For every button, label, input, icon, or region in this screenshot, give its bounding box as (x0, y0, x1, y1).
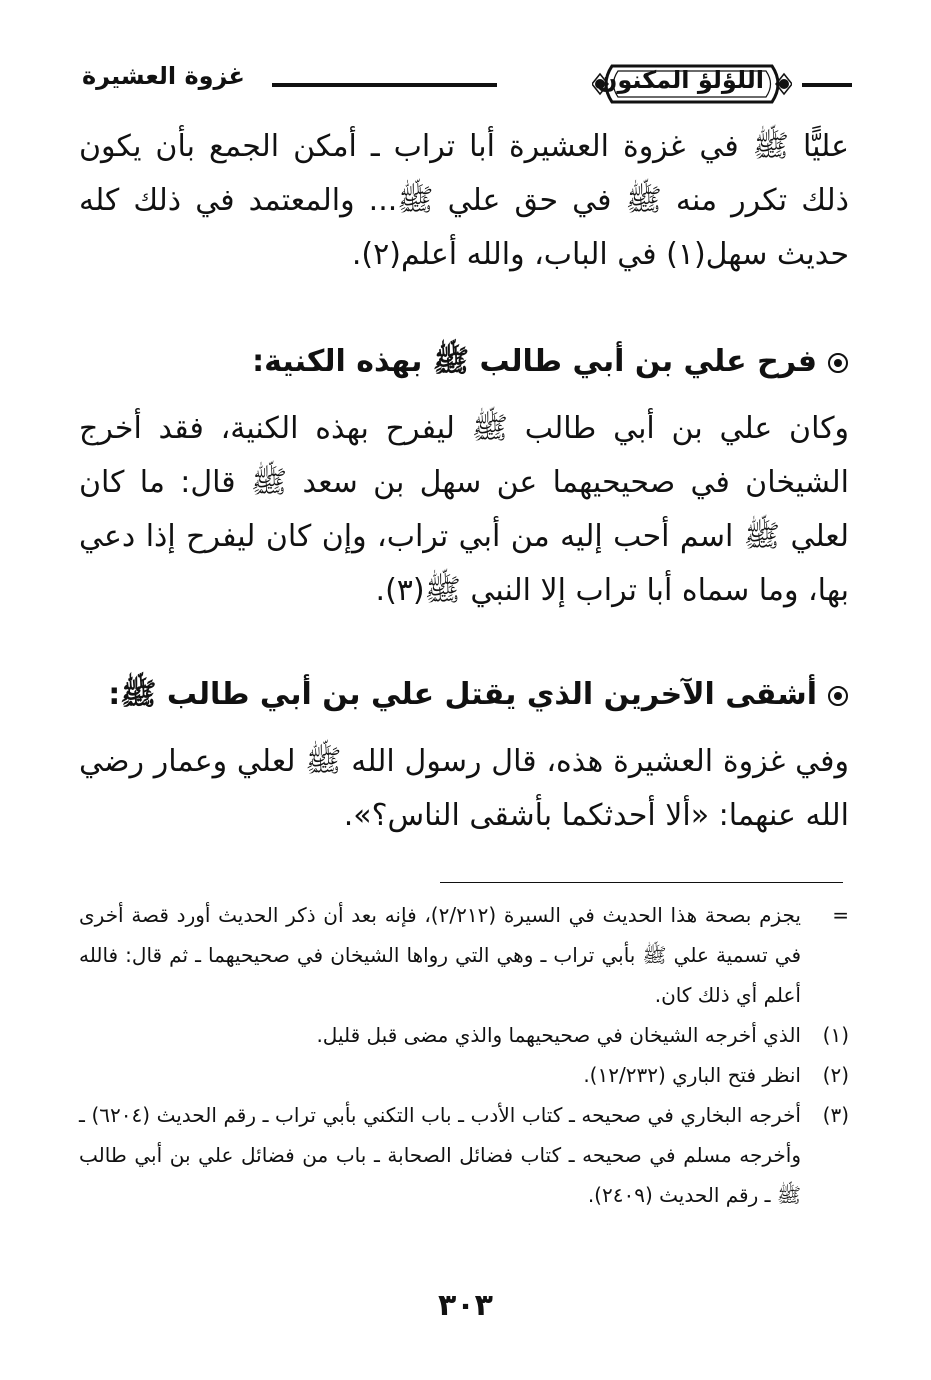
running-header (82, 58, 852, 114)
paragraph-3: وفي غزوة العشيرة هذه، قال رسول الله ﷺ لعلي وعمار رضي الله عنهما: «ألا أحدثكما بأشقى الناس؟». (79, 744, 849, 833)
heading-text: أشقى الآخرين الذي يقتل علي بن أبي طالب ﷺ: (108, 677, 817, 712)
footnote-item (79, 1095, 849, 1215)
flower-bullet-icon (827, 685, 849, 707)
footnote-text: انظر فتح الباري (١٢/٢٣٢). (583, 1063, 801, 1087)
heading-text: فرح علي بن أبي طالب ﷺ بهذه الكنية: (252, 344, 817, 379)
chapter-title: غزوة العشيرة (82, 62, 245, 90)
footnotes (79, 895, 849, 1215)
footnote-separator (440, 882, 843, 883)
paragraph-2: وكان علي بن أبي طالب ﷺ ليفرح بهذه الكنية، فقد أخرج الشيخان في صحيحيهما عن سهل بن سعد ﷺ قال: ما كان لعلي ﷺ اسم أحب إليه من أبي تراب، وإن كان ليفرح إذا دعي بها، وما سماه أبا تراب إلا النبي ﷺ(٣). (79, 411, 849, 608)
footnote-text: الذي أخرجه الشيخان في صحيحيهما والذي مضى قبل قليل. (316, 1023, 801, 1047)
footnote-number: = (832, 903, 849, 927)
footnote-text: يجزم بصحة هذا الحديث في السيرة (٢/٢١٢)، فإنه بعد أن ذكر الحديث أورد قصة أخرى في تسمية علي ﷺ بأبي تراب ـ وهي التي رواها الشيخان في صحيحيهما ـ ثم قال: فالله أعلم أي ذلك كان. (79, 903, 801, 1007)
flower-bullet-icon (827, 352, 849, 374)
footnote-item (79, 1015, 849, 1055)
footnote-text: أخرجه البخاري في صحيحه ـ كتاب الأدب ـ باب التكني بأبي تراب ـ رقم الحديث (٦٢٠٤) ـ وأخرجه مسلم في صحيحه ـ كتاب فضائل الصحابة ـ باب من فضائل علي بن أبي طالب ﷺ ـ رقم الحديث (٢٤٠٩). (79, 1103, 801, 1207)
footnote-number: (٢) (822, 1063, 849, 1087)
book-title: اللؤلؤ المكنون (596, 66, 764, 94)
footnote-number: (١) (822, 1023, 849, 1047)
footnote-number: (٣) (822, 1103, 849, 1127)
section-heading-2 (79, 668, 849, 722)
header-rule-right (802, 83, 852, 87)
footnote-item (79, 895, 849, 1015)
paragraph-1: عليًّا ﷺ في غزوة العشيرة أبا تراب ـ أمكن الجمع بأن يكون ذلك تكرر منه ﷺ في حق علي ﷺ... والمعتمد في ذلك كله حديث سهل(١) في الباب، والله أعلم(٢). (79, 129, 849, 272)
header-rule-left (272, 83, 497, 87)
page-number: ٣٠٣ (438, 1288, 493, 1323)
section-heading-1 (79, 335, 849, 389)
footnote-item (79, 1055, 849, 1095)
